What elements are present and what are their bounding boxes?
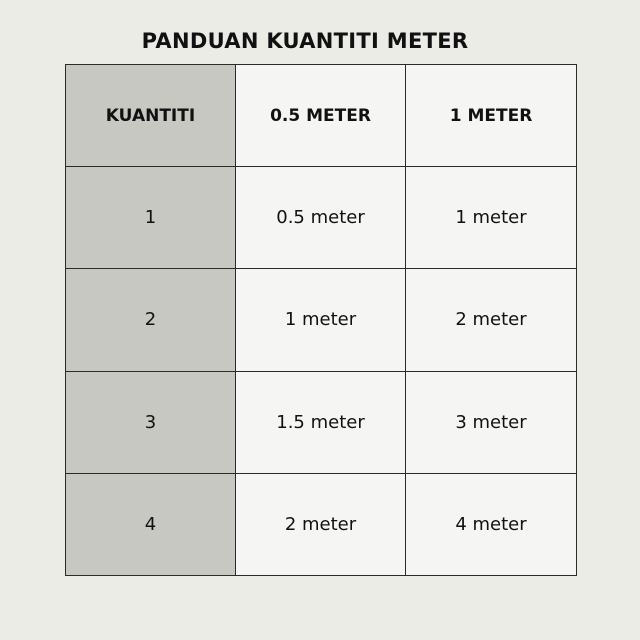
half-meter-cell: 2 meter <box>236 473 406 575</box>
table-row <box>66 473 577 575</box>
header-half-meter: 0.5 METER <box>236 65 406 167</box>
header-quantity: KUANTITI <box>66 65 236 167</box>
header-one-meter: 1 METER <box>406 65 577 167</box>
quantity-cell: 3 <box>66 371 236 473</box>
half-meter-cell: 0.5 meter <box>236 167 406 269</box>
table-header-row <box>66 65 577 167</box>
half-meter-cell: 1 meter <box>236 269 406 371</box>
one-meter-cell: 2 meter <box>406 269 577 371</box>
meter-quantity-table <box>65 64 577 576</box>
one-meter-cell: 4 meter <box>406 473 577 575</box>
page-title: PANDUAN KUANTITI METER <box>141 29 469 53</box>
table-row <box>66 269 577 371</box>
table-row <box>66 167 577 269</box>
quantity-cell: 2 <box>66 269 236 371</box>
one-meter-cell: 3 meter <box>406 371 577 473</box>
quantity-cell: 4 <box>66 473 236 575</box>
one-meter-cell: 1 meter <box>406 167 577 269</box>
table-row <box>66 371 577 473</box>
half-meter-cell: 1.5 meter <box>236 371 406 473</box>
quantity-cell: 1 <box>66 167 236 269</box>
